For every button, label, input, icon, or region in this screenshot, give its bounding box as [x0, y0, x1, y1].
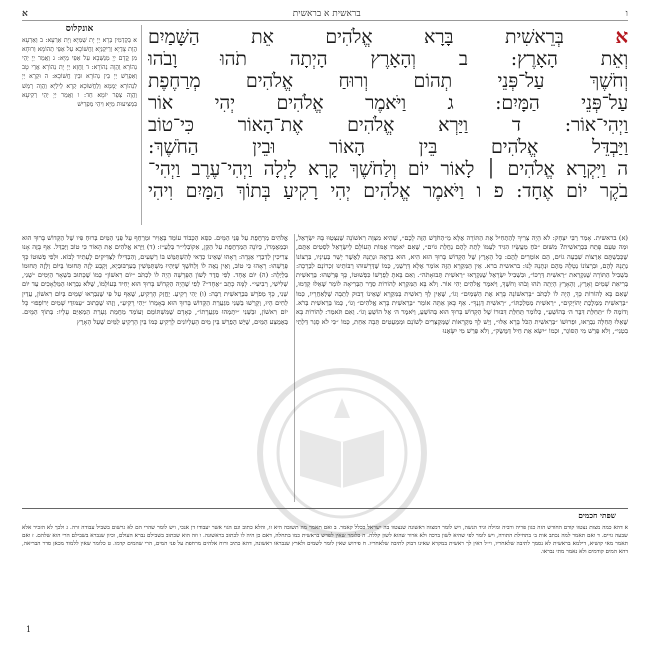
torah-line	[148, 25, 628, 48]
running-title: בראשית א בראשית	[292, 8, 361, 19]
torah-line-text: וְחֹשֶׁךְ עַל־פְּנֵי תְהוֹם וְרוּחַ אֱלֹהִים מְרַחֶפֶת	[148, 70, 628, 92]
secondary-commentary: אֱלֹהִים מְרַחֶפֶת עַל פְּנֵי הַמָּיִם. כִּסֵּא הַכָּבוֹד עוֹמֵד בָּאֲוִיר וּמְרַחֵף עַל פְּנֵי הַמַּיִם בְּרוּחַ פִּיו שֶׁל הַקָּדוֹשׁ בָּרוּךְ הוּא וּבְמַאֲמָרוֹ, כְּיוֹנָה הַמְרַחֶפֶת עַל הַקֵּן, אַקוֹבְלִי״ר בְּלַעַ״ז: (ד) וַיַּרְא אֱלֹהִים אֶת הָאוֹר כִּי טוֹב וַיַּבְדֵּל. אַף בָּזֶה אָנוּ צְרִיכִין לְדִבְרֵי אַגָּדָה: רָאָהוּ שֶׁאֵינוֹ כְדַאי לְהִשְׁתַּמֵּשׁ בּוֹ רְשָׁעִים, וְהִבְדִּילוֹ לַצַּדִּיקִים לֶעָתִיד לָבוֹא. וּלְפִי פְשׁוּטוֹ כָּךְ פָּרְשֵׁהוּ: רָאָהוּ כִּי טוֹב, וְאֵין נָאֶה לוֹ וְלַחֹשֶׁךְ שֶׁיִּהְיוּ מִשְׁתַּמְּשִׁין בְּעִרְבּוּבְיָא, וְקָבַע לָזֶה תְּחוּמוֹ בַּיּוֹם וְלָזֶה תְּחוּמוֹ בַּלַּיְלָה: (ה) יוֹם אֶחָד. לְפִי סֵדֶר לְשׁוֹן הַפָּרָשָׁה הָיָה לוֹ לִכְתֹּב ״יוֹם רִאשׁוֹן״ כְּמוֹ שֶׁכָּתוּב בִּשְׁאָר הַיָּמִים ״שֵׁנִי, שְׁלִישִׁי, רְבִיעִי״. לָמָּה כָתַב ״אֶחָד״? לְפִי שֶׁהָיָה הַקָּדוֹשׁ בָּרוּךְ הוּא יָחִיד בְּעוֹלָמוֹ, שֶׁלֹּא נִבְרְאוּ הַמַּלְאָכִים עַד יוֹם שֵׁנִי, כָּךְ מְפֹרָשׁ בִּבְרֵאשִׁית רַבָּה: (ו) יְהִי רָקִיעַ. יֶחֱזַק הָרָקִיעַ, שֶׁאַף עַל פִּי שֶׁנִּבְרְאוּ שָׁמַיִם בְּיוֹם רִאשׁוֹן, עֲדַיִן לַחִים הָיוּ, וְקָרְשׁוּ בַשֵּׁנִי מִגַּעֲרַת הַקָּדוֹשׁ בָּרוּךְ הוּא בְּאָמְרוֹ ״יְהִי רָקִיעַ״, וְזֶהוּ שֶׁכָּתוּב ״עַמּוּדֵי שָׁמַיִם יְרוֹפָפוּ״ כָּל יוֹם רִאשׁוֹן, וּבַשֵּׁנִי ״יִתְמְהוּ מִגַּעֲרָתוֹ״, כְּאָדָם שֶׁמִּשְׁתּוֹמֵם וְעוֹמֵד מֵחֲמַת גְּעָרַת הַמְאַיֵּם עָלָיו: בְּתוֹךְ הַמָּיִם. בְּאֶמְצַע הַמַּיִם, שֶׁיֵּשׁ הֶפְרֵשׁ בֵּין מַיִם הָעֶלְיוֹנִים לָרָקִיעַ כְּמוֹ בֵּין הָרָקִיעַ לַמַּיִם שֶׁעַל הָאָרֶץ	[22, 234, 288, 326]
commentary-area	[22, 234, 628, 502]
page-header	[22, 6, 628, 21]
corner-number: 1	[26, 625, 32, 634]
torah-line	[148, 70, 628, 92]
torah-line	[148, 136, 628, 158]
torah-line	[148, 158, 628, 180]
torah-line	[148, 92, 628, 114]
torah-line-text: בֹקֶר יוֹם אֶחָד: פ ו וַיֹּאמֶר אֱלֹהִים יְהִי רָקִיעַ בְּתוֹךְ הַמָּיִם וִיהִי	[148, 180, 628, 202]
page	[22, 6, 628, 642]
footnotes-title: שפתי חכמים	[578, 511, 616, 520]
torah-line-text: וַיַּבְדֵּל אֱלֹהִים בֵּין הָאוֹר וּבֵין הַחֹשֶׁךְ:	[148, 136, 628, 158]
torah-line-text: וַיְהִי־אוֹר: ד וַיַּרְא אֱלֹהִים אֶת־הָאוֹר כִּי־טוֹב	[148, 114, 628, 136]
torah-line-text: עַל־פְּנֵי הַמָּיִם: ג וַיֹּאמֶר אֱלֹהִים יְהִי אוֹר	[148, 92, 628, 114]
column-divider	[294, 234, 295, 502]
page-number-right: ו	[625, 8, 628, 19]
torah-line	[148, 48, 628, 70]
rashi-commentary: (א) בראשית. אָמַר רַבִּי יִצְחָק: לֹא הָיָה צָרִיךְ לְהַתְחִיל אֶת הַתּוֹרָה אֶלָּא מֵ״הַחֹדֶשׁ הַזֶּה לָכֶם״, שֶׁהִיא מִצְוָה רִאשׁוֹנָה שֶׁנִּצְטַוּוּ בָּהּ יִשְׂרָאֵל, וּמַה טַּעַם פָּתַח בִּבְרֵאשִׁית? מִשּׁוּם ״כֹּחַ מַעֲשָׂיו הִגִּיד לְעַמּוֹ לָתֵת לָהֶם נַחֲלַת גּוֹיִם״, שֶׁאִם יֹאמְרוּ אֻמּוֹת הָעוֹלָם לְיִשְׂרָאֵל לִסְטִים אַתֶּם, שֶׁכְּבַשְׁתֶּם אַרְצוֹת שִׁבְעָה גוֹיִם, הֵם אוֹמְרִים לָהֶם: כָּל הָאָרֶץ שֶׁל הַקָּדוֹשׁ בָּרוּךְ הוּא הִיא, הוּא בְרָאָהּ וּנְתָנָהּ לַאֲשֶׁר יָשַׁר בְּעֵינָיו, בִּרְצוֹנוֹ נְתָנָהּ לָהֶם, וּבִרְצוֹנוֹ נְטָלָהּ מֵהֶם וּנְתָנָהּ לָנוּ: בראשית ברא. אֵין הַמִּקְרָא הַזֶּה אוֹמֵר אֶלָּא דָּרְשֵׁנִי, כְּמוֹ שֶׁדְּרָשׁוּהוּ רַבּוֹתֵינוּ זִכְרוֹנָם לִבְרָכָה: בִּשְׁבִיל הַתּוֹרָה שֶׁנִּקְרֵאת ״רֵאשִׁית דַּרְכּוֹ״, וּבִשְׁבִיל יִשְׂרָאֵל שֶׁנִּקְרְאוּ ״רֵאשִׁית תְּבוּאָתֹה״. וְאִם בָּאתָ לְפָרְשׁוֹ כִּפְשׁוּטוֹ, כָּךְ פָּרְשֵׁהוּ: בְּרֵאשִׁית בְּרִיאַת שָׁמַיִם וָאָרֶץ, וְהָאָרֶץ הָיְתָה תֹהוּ וָבֹהוּ וְחֹשֶׁךְ, וַיֹּאמֶר אֱלֹהִים יְהִי אוֹר. וְלֹא בָּא הַמִּקְרָא לְהוֹרוֹת סֵדֶר הַבְּרִיאָה לוֹמַר שֶׁאֵלּוּ קָדְמוּ, שֶׁאִם בָּא לְהוֹרוֹת כָּךְ, הָיָה לוֹ לִכְתֹּב ״בָּרִאשׁוֹנָה בָּרָא אֶת הַשָּׁמַיִם״ וְגוֹ׳, שֶׁאֵין לְךָ רֵאשִׁית בַּמִּקְרָא שֶׁאֵינוֹ דָבוּק לְתֵבָה שֶׁלְּאַחֲרָיו, כְּמוֹ ״בְּרֵאשִׁית מַמְלֶכֶת יְהוֹיָקִים״, ״רֵאשִׁית מַמְלַכְתּוֹ״, ״רֵאשִׁית דְּגָנְךָ״. אַף כָּאן אַתָּה אוֹמֵר ״בְּרֵאשִׁית בָּרָא אֱלֹהִים״ וְגוֹ׳, כְּמוֹ בְּרֵאשִׁית בְּרֹא. וְדוֹמֶה לוֹ ״תְּחִלַּת דִּבֶּר ה׳ בְּהוֹשֵׁעַ״, כְּלוֹמַר תְּחִלַּת דִּבּוּרוֹ שֶׁל הַקָּדוֹשׁ בָּרוּךְ הוּא בְּהוֹשֵׁעַ, וַיֹּאמֶר ה׳ אֶל הוֹשֵׁעַ וְגוֹ׳. וְאִם תֹּאמַר: לְהוֹרוֹת בָּא שֶׁאֵלּוּ תְּחִלָּה נִבְרְאוּ, וּפֵרוּשׁוֹ ״בְּרֵאשִׁית הַכֹּל בָּרָא אֵלּוּ״, וְיֵשׁ לְךָ מִקְרָאוֹת שֶׁמְּקַצְּרִים לְשׁוֹנָם וּמְמַעֲטִים תֵּבָה אַחַת, כְּמוֹ ״כִּי לֹא סָגַר דַּלְתֵי בִטְנִי״, וְלֹא פֵּרֵשׁ מִי הַסּוֹגֵר, וּכְמוֹ ״יִשָּׂא אֶת חֵיל דַּמֶּשֶׂק״, וְלֹא פֵּרֵשׁ מִי יִשָּׂאֶנּוּ	[296, 234, 628, 335]
page-number-left: א	[22, 8, 28, 19]
torah-line-text: וְאֵת הָאָרֶץ: ב וְהָאָרֶץ הָיְתָה תֹהוּ וָבֹהוּ	[148, 48, 628, 70]
onkelos-label: אונקלוס	[65, 24, 94, 34]
footnotes-text: א דהא כמה מצות נצטוו קודם החודש הזה כגון פריה ורביה ומילה וגיד הנשה, ויש לומר דמצוה ראשונה שנצטוו בה ישראל ככלל קאמר. ב ואם תאמר מה תשובה היא זו, והלא כתוב וגם הגוי אשר יעבודו דן אנכי, ויש לומר שהרי הם לא גרשום בשביל עבודה זרה. ג ולכך לא הזכיר אלא שבעה גויים. ד ואם תאמר למה נכתב אות ב׳ בתחילת התורה, ויש לומר לפי שהיא לשון ברכה ולא ארור שהוא לשון קללה. ה כלומר שאין לפרש בראשית כמו בתחלה, דאם כן היה לו לכתוב בראשונה. ו וזה הוא שכתוב בשבילם נברא העולם, וכיון שנברא בשבילם הרי הוא שלהם. ז ואם תאמר מאי קושיא, דילמא בראשית לא נסמך לתיבה שלאחריו, וי״ל דאין לך ראשית במקרא שאינו דבוק לתיבה שלאחריו. ח פירוש שאין לומר לשמים ולארץ שנבראו ראשונה, דהא כתיב ורוח אלהים מרחפת על פני המים, הרי שהמים קדמו. ט כלומר שאין ללמוד מכאן סדר הבריאה, דהא המים קודמים ולא נאמר מתי נבראו.	[22, 525, 628, 555]
torah-text	[148, 25, 628, 233]
onkelos-column	[22, 25, 142, 225]
footnote-divider	[22, 508, 628, 509]
torah-line	[148, 180, 628, 202]
torah-line-text: בְּרֵאשִׁית בָּרָא אֱלֹהִים אֵת הַשָּׁמַיִם	[148, 26, 564, 48]
torah-line	[148, 114, 628, 136]
onkelos-text: א בְּקַדְמִין בְּרָא יְיָ יָת שְׁמַיָּא וְיָת אַרְעָא: ב וְאַרְעָא הֲוָת צָדְיָא וְרֵיקַנְיָא וַחֲשׁוֹכָא עַל אַפֵּי תְהוֹמָא וְרוּחָא מִן קֳדָם יְיָ מְנַשְּׁבָא עַל אַפֵּי מַיָּא: ג וַאֲמַר יְיָ יְהֵי נְהוֹרָא וַהֲוָה נְהוֹרָא: ד וַחֲזָא יְיָ יָת נְהוֹרָא אֲרֵי טָב וְאַפְרֵשׁ יְיָ בֵּין נְהוֹרָא וּבֵין חֲשׁוֹכָא: ה וּקְרָא יְיָ לִנְהוֹרָא יְמָמָא וְלַחֲשׁוֹכָא קְרָא לֵילְיָא וַהֲוָה רְמַשׁ וַהֲוָה צְפַר יוֹמָא חַד: ו וַאֲמַר יְיָ יְהֵי רְקִיעָא בִּמְצִיעוּת מַיָּא וִיהֵי מַפְרֵישׁ	[22, 37, 137, 108]
torah-line-text: ה וַיִּקְרָא אֱלֹהִים ׀ לָאוֹר יוֹם וְלַחֹשֶׁךְ קָרָא לָיְלָה וַיְהִי־עֶרֶב וַיְהִי־	[148, 158, 628, 180]
verse-marker: א	[615, 25, 628, 48]
verse-block	[22, 25, 628, 233]
